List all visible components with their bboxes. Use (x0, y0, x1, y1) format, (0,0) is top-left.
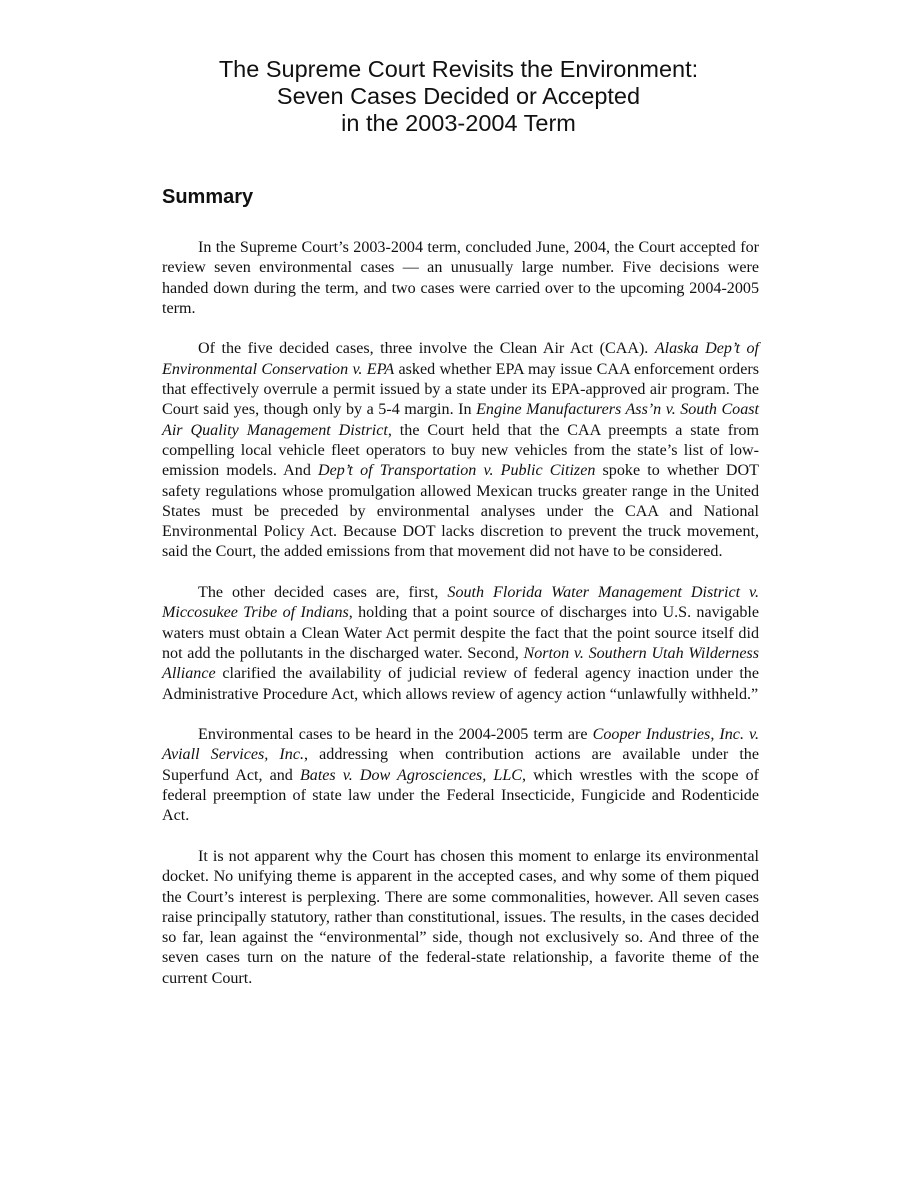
paragraph-4 (162, 725, 759, 826)
text-run: , the Court held that the CAA preempts a state from compelling local vehicle fleet operators to buy new vehicles from the state’s list of low-emission models. And (162, 421, 760, 480)
case-name: Alaska Dep’t of Environmental Conservation v. EPA (162, 340, 759, 378)
text-run: , holding that a point source of discharges into U.S. navigable waters must obtain a Clean Water Act permit despite the fact that the point source itself did not add the pollutants in the discharged water. Second, (162, 604, 759, 662)
text-run: Of the five decided cases, three involve the Clean Air Act (CAA). (198, 340, 655, 358)
paragraph-5 (162, 847, 759, 989)
title-line-3: in the 2003-2004 Term (341, 110, 576, 136)
case-name: Engine Manufacturers Ass’n v. South Coast Air Quality Management District (162, 401, 760, 439)
text-run: spoke to whether DOT safety regulations whose promulgation allowed Mexican trucks greater range in the United States must be preceded by environmental analyses under the CAA and National Environmental Policy Act. Because DOT lacks discretion to prevent the truck movement, said the Court, the added emissions from that movement did not have to be considered. (162, 462, 759, 561)
document-page (162, 56, 759, 989)
case-name: Bates v. Dow Agrosciences, LLC (299, 766, 523, 784)
text-run: Environmental cases to be heard in the 2004-2005 term are (198, 726, 593, 744)
text-run: In the Supreme Court’s 2003-2004 term, concluded June, 2004, the Court accepted for review seven environmental cases — an unusually large number. Five decisions were handed down during the term, and two cases were carried over to the upcoming 2004-2005 term. (162, 239, 759, 317)
text-run: asked whether EPA may issue CAA enforcement orders that effectively overrule a permit issued by a state under its EPA-approved air program. The Court said yes, though only by a 5-4 margin. In (162, 360, 759, 419)
text-run: , which wrestles with the scope of federal preemption of state law under the Federal Insecticide, Fungicide and Rodenticide Act. (162, 766, 759, 825)
text-run: It is not apparent why the Court has chosen this moment to enlarge its environmental docket. No unifying theme is apparent in the accepted cases, and why some of them piqued the Court’s interest is perplexing. There are some commonalities, however. All seven cases raise principally statutory, rather than constitutional, issues. The results, in the cases decided so far, lean against the “environmental” side, though not exclusively so. And three of the seven cases turn on the nature of the federal-state relationship, a favorite theme of the current Court. (162, 847, 759, 987)
title-line-1: The Supreme Court Revisits the Environment: (218, 56, 699, 82)
text-run: The other decided cases are, first, (198, 584, 448, 602)
text-run: clarified the availability of judicial review of federal agency inaction under the Administrative Procedure Act, which allows review of agency action “unlawfully withheld.” (162, 665, 759, 703)
case-name: Norton v. Southern Utah Wilderness Alliance (162, 644, 759, 683)
paragraph-1 (162, 238, 759, 319)
paragraph-2 (162, 339, 759, 562)
paragraph-3 (162, 583, 759, 705)
case-name: Dep’t of Transportation v. Public Citizen (318, 462, 596, 480)
document-title (160, 56, 757, 137)
case-name: South Florida Water Management District v. Miccosukee Tribe of Indians (162, 584, 760, 622)
case-name: Cooper Industries, Inc. v. Aviall Services, Inc. (162, 726, 759, 764)
section-heading-summary: Summary (162, 186, 254, 208)
title-line-2: Seven Cases Decided or Accepted (276, 83, 641, 109)
text-run: , addressing when contribution actions are available under the Superfund Act, and (162, 746, 760, 784)
